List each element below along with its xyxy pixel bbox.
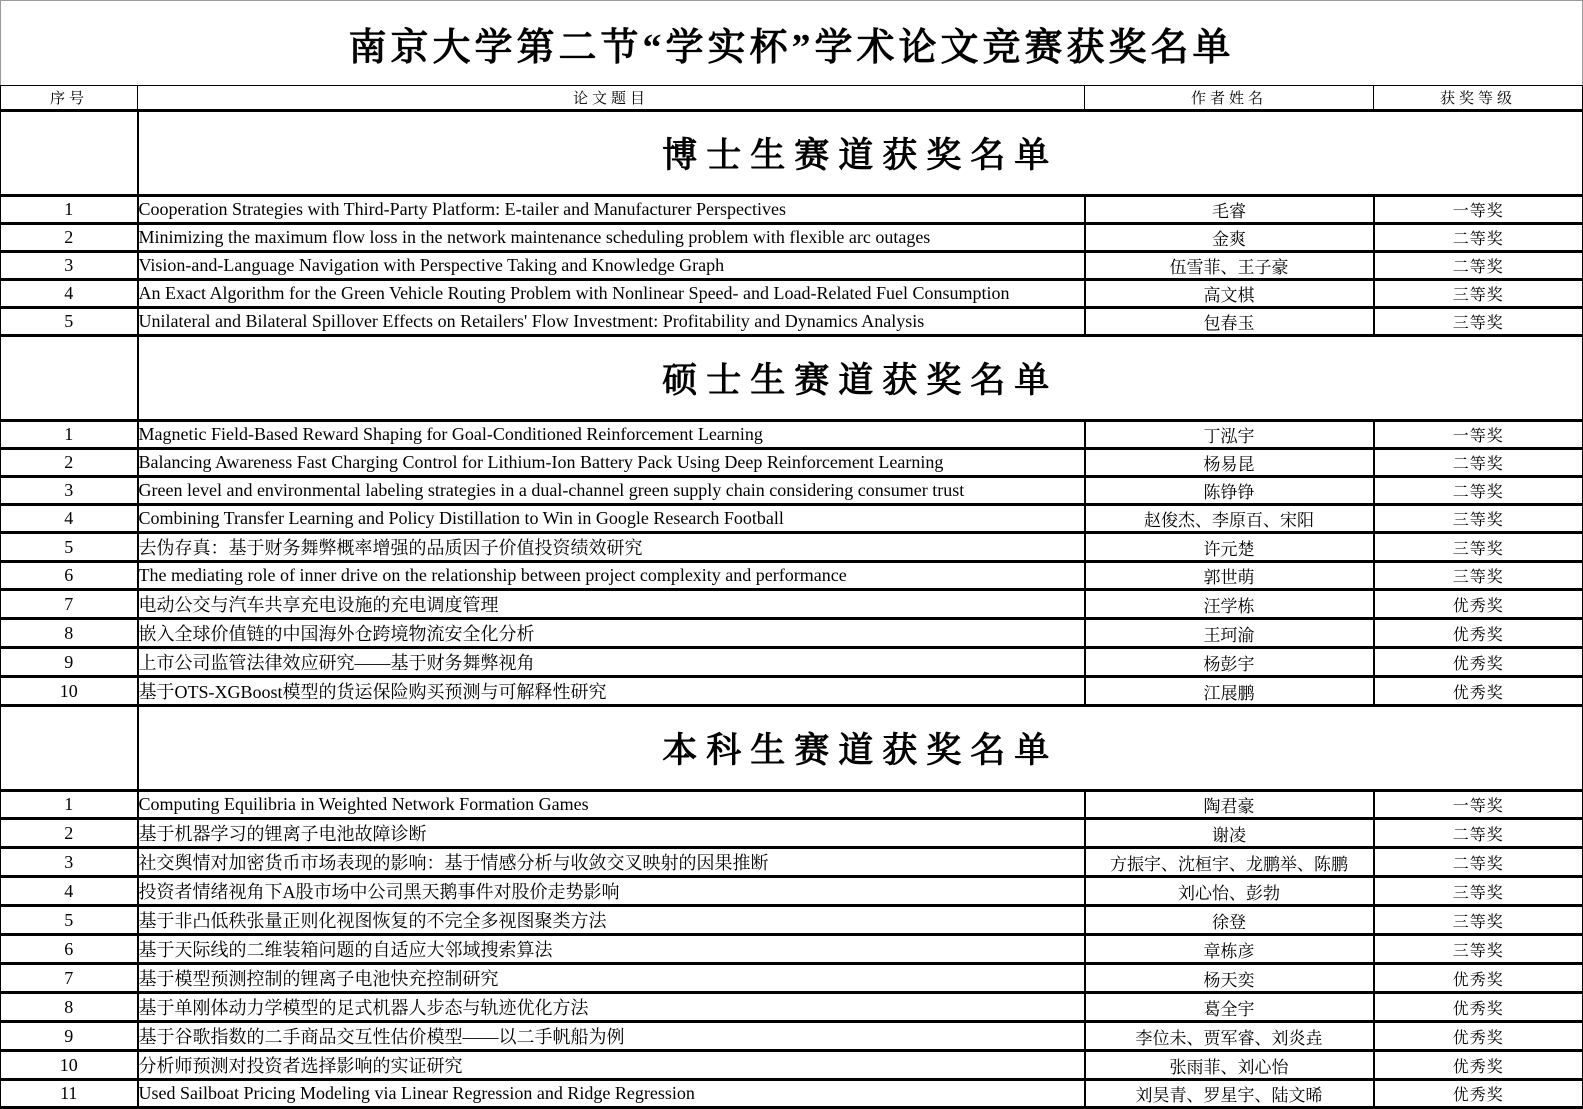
cell-index: 10 (1, 1051, 138, 1080)
cell-authors: 方振宇、沈桓宇、龙鹏举、陈鹏 (1085, 848, 1374, 877)
cell-index: 3 (1, 848, 138, 877)
cell-authors: 毛睿 (1085, 196, 1374, 224)
section-heading: 本科生赛道获奖名单 (138, 706, 1583, 791)
cell-index: 1 (1, 196, 138, 224)
table-row (1, 477, 1583, 505)
cell-title: 基于模型预测控制的锂离子电池快充控制研究 (138, 964, 1085, 993)
table-row (1, 935, 1583, 964)
cell-authors: 葛全宇 (1085, 993, 1374, 1022)
cell-authors: 杨彭宇 (1085, 648, 1374, 677)
column-header-authors: 作者姓名 (1085, 86, 1374, 111)
table-row (1, 590, 1583, 619)
cell-index: 2 (1, 224, 138, 252)
table-row (1, 224, 1583, 252)
cell-award: 优秀奖 (1374, 677, 1583, 706)
cell-title: Minimizing the maximum flow loss in the network maintenance scheduling problem with flexible arc outages (138, 224, 1085, 252)
cell-award: 一等奖 (1374, 421, 1583, 449)
cell-index: 7 (1, 964, 138, 993)
cell-title: 嵌入全球价值链的中国海外仓跨境物流安全化分析 (138, 619, 1085, 648)
cell-award: 三等奖 (1374, 505, 1583, 533)
cell-authors: 丁泓宇 (1085, 421, 1374, 449)
cell-index: 1 (1, 791, 138, 819)
cell-award: 优秀奖 (1374, 964, 1583, 993)
cell-title: 基于非凸低秩张量正则化视图恢复的不完全多视图聚类方法 (138, 906, 1085, 935)
cell-title: Computing Equilibria in Weighted Network Formation Games (138, 791, 1085, 819)
cell-authors: 谢凌 (1085, 819, 1374, 848)
table-row (1, 449, 1583, 477)
column-header-row (1, 86, 1583, 111)
cell-award: 优秀奖 (1374, 1051, 1583, 1080)
cell-index: 8 (1, 619, 138, 648)
cell-index: 7 (1, 590, 138, 619)
cell-authors: 陶君豪 (1085, 791, 1374, 819)
table-body (1, 111, 1583, 1108)
cell-title: 分析师预测对投资者选择影响的实证研究 (138, 1051, 1085, 1080)
table-row (1, 421, 1583, 449)
cell-title: 投资者情绪视角下A股市场中公司黑天鹅事件对股价走势影响 (138, 877, 1085, 906)
cell-award: 一等奖 (1374, 196, 1583, 224)
cell-index: 5 (1, 533, 138, 562)
cell-index: 4 (1, 877, 138, 906)
cell-authors: 高文棋 (1085, 280, 1374, 308)
cell-index: 8 (1, 993, 138, 1022)
cell-award: 三等奖 (1374, 935, 1583, 964)
cell-award: 三等奖 (1374, 877, 1583, 906)
table-row (1, 619, 1583, 648)
cell-award: 二等奖 (1374, 477, 1583, 505)
table-row (1, 906, 1583, 935)
cell-title: Green level and environmental labeling strategies in a dual-channel green supply chain considering consumer trust (138, 477, 1085, 505)
cell-title: 基于谷歌指数的二手商品交互性估价模型——以二手帆船为例 (138, 1022, 1085, 1051)
table-row (1, 819, 1583, 848)
cell-title: An Exact Algorithm for the Green Vehicle Routing Problem with Nonlinear Speed- and Load-Related Fuel Consumption (138, 280, 1085, 308)
cell-title: 基于单刚体动力学模型的足式机器人步态与轨迹优化方法 (138, 993, 1085, 1022)
cell-title: Used Sailboat Pricing Modeling via Linear Regression and Ridge Regression (138, 1080, 1085, 1108)
cell-title: Magnetic Field-Based Reward Shaping for Goal-Conditioned Reinforcement Learning (138, 421, 1085, 449)
table-row (1, 791, 1583, 819)
cell-index: 5 (1, 906, 138, 935)
cell-title: 基于OTS-XGBoost模型的货运保险购买预测与可解释性研究 (138, 677, 1085, 706)
cell-award: 三等奖 (1374, 562, 1583, 590)
cell-authors: 李位未、贾军睿、刘炎垚 (1085, 1022, 1374, 1051)
cell-authors: 陈铮铮 (1085, 477, 1374, 505)
cell-title: The mediating role of inner drive on the relationship between project complexity and performance (138, 562, 1085, 590)
cell-index: 3 (1, 252, 138, 280)
cell-authors: 郭世萌 (1085, 562, 1374, 590)
cell-title: 基于机器学习的锂离子电池故障诊断 (138, 819, 1085, 848)
cell-title: 基于天际线的二维装箱问题的自适应大邻域搜索算法 (138, 935, 1085, 964)
section-heading-row (1, 336, 1583, 421)
cell-authors: 汪学栋 (1085, 590, 1374, 619)
cell-authors: 杨易昆 (1085, 449, 1374, 477)
cell-authors: 金爽 (1085, 224, 1374, 252)
cell-index: 6 (1, 562, 138, 590)
section-heading-row (1, 111, 1583, 196)
table-row (1, 252, 1583, 280)
section-heading: 硕士生赛道获奖名单 (138, 336, 1583, 421)
table-row (1, 196, 1583, 224)
cell-award: 一等奖 (1374, 791, 1583, 819)
cell-award: 三等奖 (1374, 906, 1583, 935)
column-header-index: 序号 (1, 86, 138, 111)
cell-index: 2 (1, 819, 138, 848)
cell-award: 三等奖 (1374, 308, 1583, 336)
cell-award: 优秀奖 (1374, 1080, 1583, 1108)
cell-title: Cooperation Strategies with Third-Party Platform: E-tailer and Manufacturer Perspectives (138, 196, 1085, 224)
cell-authors: 刘昊青、罗星宇、陆文晞 (1085, 1080, 1374, 1108)
cell-index: 5 (1, 308, 138, 336)
table-row (1, 280, 1583, 308)
cell-title: 社交舆情对加密货币市场表现的影响：基于情感分析与收敛交叉映射的因果推断 (138, 848, 1085, 877)
cell-award: 优秀奖 (1374, 619, 1583, 648)
section-index-spacer (1, 706, 138, 791)
table-row (1, 562, 1583, 590)
cell-title: 去伪存真：基于财务舞弊概率增强的品质因子价值投资绩效研究 (138, 533, 1085, 562)
cell-award: 优秀奖 (1374, 993, 1583, 1022)
section-heading-row (1, 706, 1583, 791)
page-title: 南京大学第二节“学实杯”学术论文竞赛获奖名单 (1, 1, 1583, 86)
cell-index: 1 (1, 421, 138, 449)
cell-index: 9 (1, 1022, 138, 1051)
section-index-spacer (1, 336, 138, 421)
cell-authors: 王珂渝 (1085, 619, 1374, 648)
cell-index: 9 (1, 648, 138, 677)
cell-title: Balancing Awareness Fast Charging Control for Lithium-Ion Battery Pack Using Deep Reinforcement Learning (138, 449, 1085, 477)
cell-award: 优秀奖 (1374, 590, 1583, 619)
cell-authors: 许元楚 (1085, 533, 1374, 562)
page-title-row (1, 1, 1583, 86)
cell-award: 优秀奖 (1374, 648, 1583, 677)
table-row (1, 848, 1583, 877)
table-row (1, 308, 1583, 336)
cell-authors: 包春玉 (1085, 308, 1374, 336)
cell-award: 二等奖 (1374, 848, 1583, 877)
cell-authors: 章栋彦 (1085, 935, 1374, 964)
table-row (1, 1022, 1583, 1051)
cell-authors: 伍雪菲、王子豪 (1085, 252, 1374, 280)
cell-award: 优秀奖 (1374, 1022, 1583, 1051)
table-row (1, 505, 1583, 533)
cell-title: Combining Transfer Learning and Policy Distillation to Win in Google Research Football (138, 505, 1085, 533)
cell-award: 二等奖 (1374, 449, 1583, 477)
cell-index: 4 (1, 505, 138, 533)
table-row (1, 1051, 1583, 1080)
table-row (1, 1080, 1583, 1108)
section-heading: 博士生赛道获奖名单 (138, 111, 1583, 196)
cell-index: 11 (1, 1080, 138, 1108)
section-index-spacer (1, 111, 138, 196)
column-header-award: 获奖等级 (1374, 86, 1583, 111)
cell-index: 2 (1, 449, 138, 477)
cell-authors: 张雨菲、刘心怡 (1085, 1051, 1374, 1080)
cell-index: 10 (1, 677, 138, 706)
cell-authors: 赵俊杰、李原百、宋阳 (1085, 505, 1374, 533)
table-row (1, 533, 1583, 562)
cell-title: 上市公司监管法律效应研究——基于财务舞弊视角 (138, 648, 1085, 677)
cell-award: 二等奖 (1374, 224, 1583, 252)
table-row (1, 877, 1583, 906)
cell-award: 二等奖 (1374, 819, 1583, 848)
cell-index: 3 (1, 477, 138, 505)
cell-authors: 杨天奕 (1085, 964, 1374, 993)
cell-index: 4 (1, 280, 138, 308)
table-row (1, 993, 1583, 1022)
cell-award: 三等奖 (1374, 533, 1583, 562)
cell-title: Vision-and-Language Navigation with Perspective Taking and Knowledge Graph (138, 252, 1085, 280)
cell-index: 6 (1, 935, 138, 964)
cell-title: Unilateral and Bilateral Spillover Effects on Retailers' Flow Investment: Profitability and Dynamics Analysis (138, 308, 1085, 336)
cell-title: 电动公交与汽车共享充电设施的充电调度管理 (138, 590, 1085, 619)
table-row (1, 648, 1583, 677)
cell-award: 三等奖 (1374, 280, 1583, 308)
cell-authors: 江展鹏 (1085, 677, 1374, 706)
cell-award: 二等奖 (1374, 252, 1583, 280)
cell-authors: 刘心怡、彭勃 (1085, 877, 1374, 906)
table-row (1, 677, 1583, 706)
table-row (1, 964, 1583, 993)
column-header-title: 论文题目 (138, 86, 1085, 111)
cell-authors: 徐登 (1085, 906, 1374, 935)
